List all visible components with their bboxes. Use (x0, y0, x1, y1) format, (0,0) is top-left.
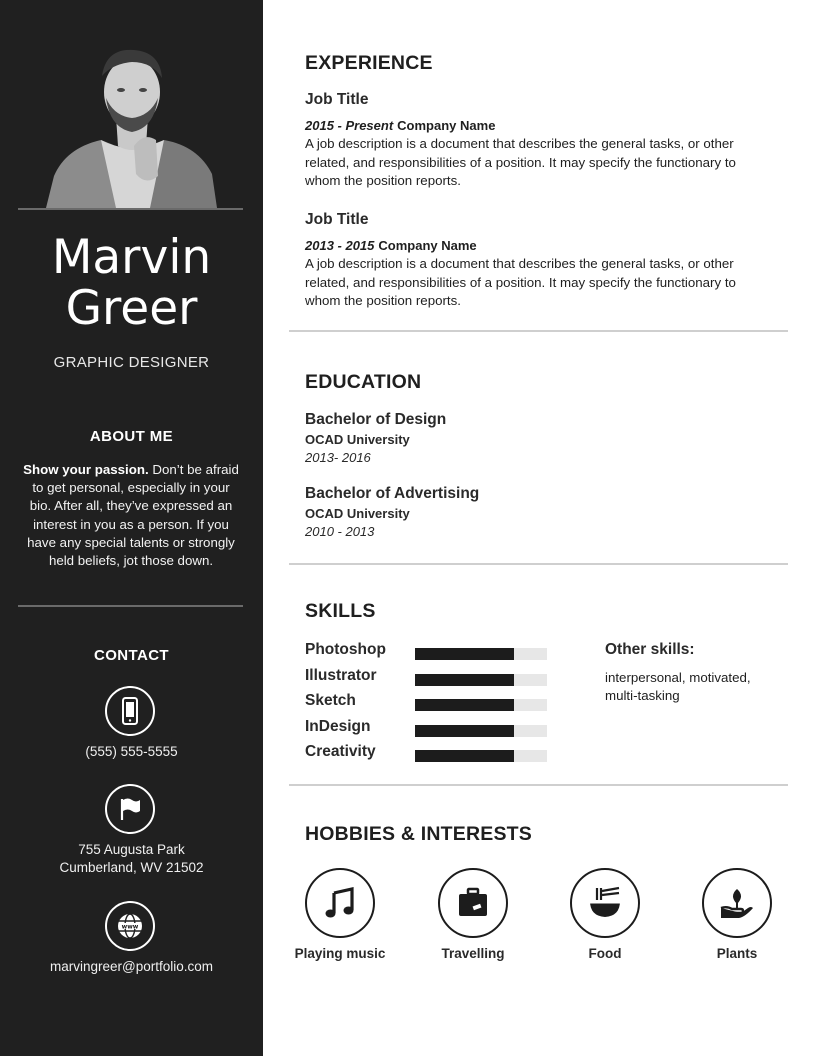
noodle-bowl-icon (570, 868, 640, 938)
hobby-item (285, 868, 395, 961)
edu-1-degree: Bachelor of Design (305, 411, 447, 428)
job-2-meta (305, 238, 477, 253)
section-divider (289, 784, 788, 786)
contact-email[interactable]: marvingreer@portfolio.com (49, 959, 213, 974)
address-line-1: 755 Augusta Park (78, 842, 185, 857)
job-2-description: A job description is a document that describes the general tasks, or other related, and responsibilities of a position. It may specify the functionary to whom the position reports. (305, 256, 736, 308)
skill-row (305, 743, 555, 763)
skills-heading: SKILLS (305, 600, 376, 622)
first-name: Marvin (51, 230, 212, 285)
skill-bar-fill (415, 725, 514, 737)
contact-phone[interactable]: (555) 555-5555 (85, 744, 178, 759)
job-1-company: Company Name (397, 118, 496, 133)
skill-row (305, 718, 555, 738)
job-1-dates: 2015 - Present (305, 118, 394, 133)
skill-bar-track (415, 725, 547, 737)
edu-2-school: OCAD University (305, 506, 410, 521)
hobby-item (418, 868, 528, 961)
sidebar (0, 0, 263, 1056)
music-note-icon (305, 868, 375, 938)
skill-bar-track (415, 674, 547, 686)
phone-icon (105, 686, 155, 736)
hobby-label: Playing music (294, 946, 386, 961)
experience-heading: EXPERIENCE (305, 52, 433, 74)
hobby-label: Travelling (441, 946, 505, 961)
sidebar-divider-bottom (18, 605, 243, 607)
skill-bar-fill (415, 648, 514, 660)
about-text (20, 461, 242, 570)
job-1-description: A job description is a document that describes the general tasks, or other related, and responsibilities of a position. It may specify the functionary to whom the position reports. (305, 136, 736, 188)
other-skills-text: interpersonal, motivated, multi-tasking (605, 670, 751, 703)
job-1-meta (305, 118, 495, 133)
flag-icon (105, 784, 155, 834)
globe-icon (105, 901, 155, 951)
plant-hand-icon (702, 868, 772, 938)
edu-2-degree: Bachelor of Advertising (305, 485, 480, 502)
sidebar-divider-top (18, 208, 243, 210)
profile-photo (46, 36, 217, 208)
skill-name: InDesign (305, 718, 371, 735)
edu-1-school: OCAD University (305, 432, 410, 447)
portrait-image (46, 36, 217, 208)
skill-bar-track (415, 648, 547, 660)
hobbies-heading: HOBBIES & INTERESTS (305, 823, 532, 845)
last-name: Greer (65, 281, 198, 336)
other-skills-title: Other skills: (605, 641, 695, 658)
contact-heading: CONTACT (93, 647, 169, 664)
section-divider (289, 330, 788, 332)
skill-bar-fill (415, 699, 514, 711)
hobby-label: Plants (716, 946, 758, 961)
address-line-2: Cumberland, WV 21502 (59, 860, 204, 875)
skill-name: Creativity (305, 743, 376, 760)
skill-bar-fill (415, 674, 514, 686)
skill-name: Photoshop (305, 641, 386, 658)
skill-bar-track (415, 750, 547, 762)
edu-2-years: 2010 - 2013 (305, 524, 375, 539)
person-name (0, 232, 263, 334)
skill-row (305, 692, 555, 712)
job-2-dates: 2013 - 2015 (305, 238, 375, 253)
about-lead: Show your passion. (23, 462, 149, 477)
about-heading: ABOUT ME (89, 428, 174, 445)
job-role: GRAPHIC DESIGNER (53, 354, 210, 371)
skill-name: Illustrator (305, 667, 377, 684)
skill-name: Sketch (305, 692, 356, 709)
contact-address (0, 841, 263, 877)
education-heading: EDUCATION (305, 371, 422, 393)
skill-row (305, 641, 555, 661)
svg-text:www: www (121, 923, 139, 931)
skill-row (305, 667, 555, 687)
skill-bar-track (415, 699, 547, 711)
job-1-title: Job Title (305, 91, 369, 108)
suitcase-icon (438, 868, 508, 938)
job-2-title: Job Title (305, 211, 369, 228)
skill-bar-fill (415, 750, 514, 762)
about-body: Don’t be afraid to get personal, especially in your bio. After all, they’ve expressed an interest in you as a person. If you have any special talents or strongly held beliefs, jot those down. (27, 462, 239, 569)
job-2-company: Company Name (378, 238, 477, 253)
edu-1-years: 2013- 2016 (305, 450, 371, 465)
section-divider (289, 563, 788, 565)
hobby-label: Food (588, 946, 622, 961)
hobby-item (550, 868, 660, 961)
hobby-item (682, 868, 792, 961)
